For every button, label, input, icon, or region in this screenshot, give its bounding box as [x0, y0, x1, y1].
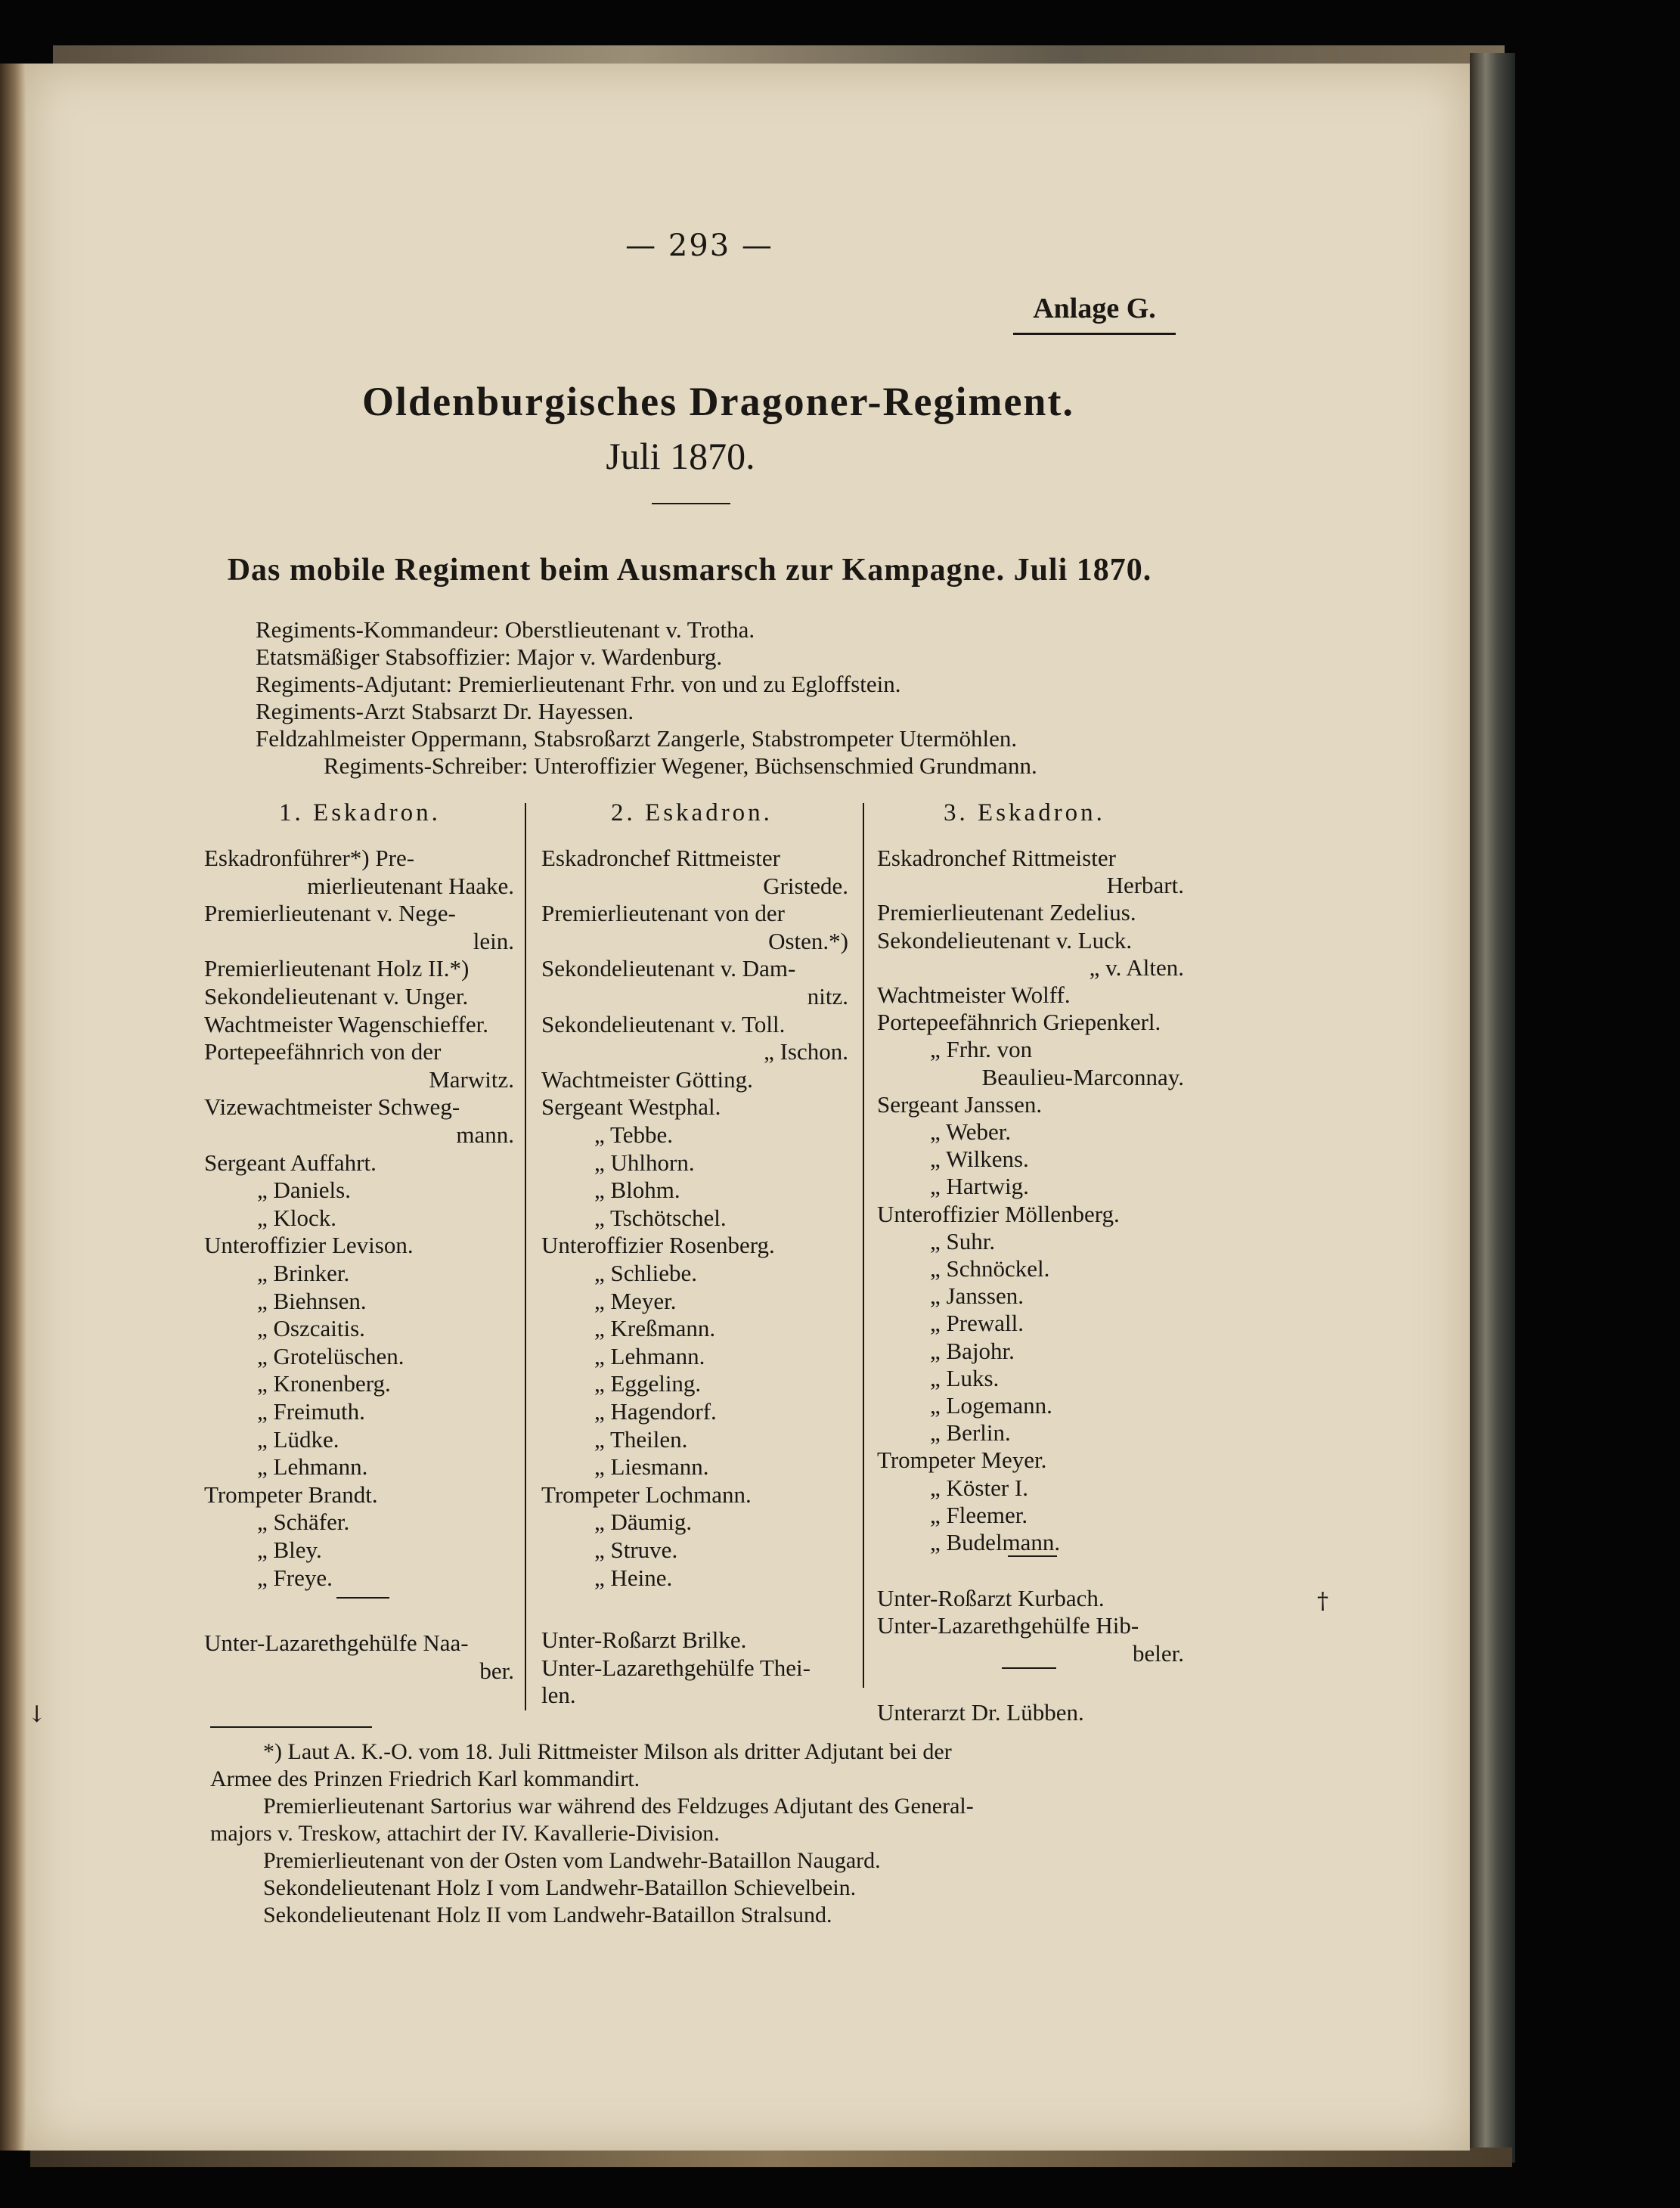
- roster-entry: „ Hagendorf.: [594, 1398, 717, 1425]
- roster-entry: „ Theilen.: [594, 1426, 688, 1453]
- roster-entry: Beaulieu-Marconnay.: [981, 1064, 1184, 1090]
- roster-entry: Sergeant Auffahrt.: [204, 1149, 377, 1176]
- roster-entry: Wachtmeister Wolff.: [877, 982, 1071, 1008]
- title-divider: [652, 503, 730, 504]
- marbled-cover-edge: [1470, 53, 1515, 2163]
- roster-entry: „ Hartwig.: [930, 1173, 1029, 1199]
- roster-entry: „ Blohm.: [594, 1177, 680, 1203]
- roster-entry: Marwitz.: [429, 1066, 514, 1093]
- column-divider: [525, 803, 526, 1710]
- roster-entry: Wachtmeister Götting.: [541, 1066, 753, 1093]
- roster-separator: [336, 1597, 389, 1599]
- roster-entry: „ Daniels.: [257, 1177, 351, 1203]
- roster-entry: „ Bley.: [257, 1537, 322, 1563]
- roster-entry: lein.: [473, 928, 514, 954]
- footnote-line: *) Laut A. K.-O. vom 18. Juli Rittmeister Milson als dritter Adjutant bei der: [263, 1739, 952, 1764]
- roster-entry: „ Tschötschel.: [594, 1205, 727, 1231]
- roster-entry: Sekondelieutenant v. Unger.: [204, 983, 469, 1009]
- roster-entry: len.: [541, 1682, 576, 1708]
- roster-entry: Herbart.: [1106, 872, 1184, 898]
- appendix-label: Anlage G.: [1013, 292, 1176, 335]
- footnote-line: Premierlieutenant von der Osten vom Landwehr-Bataillon Naugard.: [263, 1848, 881, 1873]
- roster-entry: Unter-Lazarethgehülfe Hib-: [877, 1612, 1139, 1639]
- roster-entry: Unteroffizier Rosenberg.: [541, 1232, 775, 1258]
- roster-entry: „ Oszcaitis.: [257, 1315, 365, 1341]
- roster-entry: Unterarzt Dr. Lübben.: [877, 1699, 1084, 1726]
- title-date: Juli 1870.: [606, 435, 755, 477]
- roster-entry: „ Wilkens.: [930, 1146, 1029, 1172]
- roster-entry: „ Lüdke.: [257, 1426, 339, 1453]
- roster-entry: „ Suhr.: [930, 1228, 996, 1254]
- roster-entry: „ Köster I.: [930, 1475, 1028, 1501]
- roster-separator: [1002, 1667, 1056, 1669]
- page-title: Oldenburgisches Dragoner-Regiment.: [362, 379, 1074, 424]
- roster-entry: „ Weber.: [930, 1118, 1012, 1145]
- squadron-2-header: 2. Eskadron.: [611, 799, 773, 826]
- roster-entry: ber.: [479, 1658, 514, 1684]
- roster-entry: „ Luks.: [930, 1365, 1000, 1391]
- roster-entry: „ Freye.: [257, 1565, 333, 1591]
- roster-entry: „ Liesmann.: [594, 1453, 709, 1480]
- roster-entry: Unteroffizier Möllenberg.: [877, 1201, 1120, 1227]
- roster-entry: „ Freimuth.: [257, 1398, 365, 1425]
- page-number: — 293 —: [625, 228, 773, 263]
- roster-entry: „ Schäfer.: [257, 1509, 350, 1535]
- column-divider: [863, 803, 864, 1688]
- roster-entry: Premierlieutenant Zedelius.: [877, 899, 1136, 926]
- staff-line: Regiments-Kommandeur: Oberstlieutenant v. Trotha.: [256, 616, 755, 643]
- roster-entry: Sergeant Janssen.: [877, 1091, 1043, 1118]
- roster-entry: „ Schliebe.: [594, 1260, 698, 1286]
- footnote-line: majors v. Treskow, attachirt der IV. Kavallerie-Division.: [210, 1821, 720, 1846]
- roster-entry: „ Logemann.: [930, 1392, 1052, 1419]
- roster-entry: Portepeefähnrich von der: [204, 1038, 442, 1065]
- roster-entry: „ Prewall.: [930, 1310, 1024, 1336]
- roster-entry: „ Klock.: [257, 1205, 337, 1231]
- footnote-line: Armee des Prinzen Friedrich Karl kommandirt.: [210, 1766, 640, 1791]
- staff-line: Regiments-Arzt Stabsarzt Dr. Hayessen.: [256, 698, 634, 724]
- section-heading: Das mobile Regiment beim Ausmarsch zur Kampagne. Juli 1870.: [227, 553, 1152, 588]
- staff-line: Feldzahlmeister Oppermann, Stabsroßarzt Zangerle, Stabstrompeter Utermöhlen.: [256, 725, 1018, 752]
- roster-entry: Sergeant Westphal.: [541, 1093, 721, 1120]
- roster-entry: Trompeter Meyer.: [877, 1447, 1047, 1473]
- roster-entry: „ Kronenberg.: [257, 1370, 391, 1397]
- roster-entry: Unter-Roßarzt Brilke.: [541, 1627, 747, 1653]
- roster-entry: Gristede.: [763, 873, 848, 899]
- roster-entry: „ Bajohr.: [930, 1338, 1015, 1364]
- roster-entry: „ Kreßmann.: [594, 1315, 716, 1341]
- roster-entry: Sekondelieutenant v. Dam-: [541, 955, 796, 982]
- roster-entry: Premierlieutenant von der: [541, 900, 785, 926]
- squadron-1-header: 1. Eskadron.: [279, 799, 441, 826]
- roster-entry: „ Lehmann.: [594, 1343, 705, 1369]
- margin-mark: †: [1317, 1588, 1328, 1614]
- roster-entry: „ Uhlhorn.: [594, 1149, 695, 1176]
- roster-entry: Vizewachtmeister Schweg-: [204, 1093, 460, 1120]
- roster-entry: „ v. Alten.: [1089, 954, 1184, 981]
- roster-entry: Unter-Roßarzt Kurbach.: [877, 1585, 1105, 1611]
- roster-entry: „ Meyer.: [594, 1288, 677, 1314]
- staff-line: Regiments-Schreiber: Unteroffizier Wegener, Büchsenschmied Grundmann.: [324, 752, 1037, 779]
- roster-entry: Sekondelieutenant v. Toll.: [541, 1011, 786, 1037]
- roster-entry: Trompeter Brandt.: [204, 1481, 378, 1508]
- roster-entry: Wachtmeister Wagenschieffer.: [204, 1011, 489, 1037]
- roster-entry: „ Brinker.: [257, 1260, 350, 1286]
- roster-entry: mierlieutenant Haake.: [307, 873, 514, 899]
- roster-entry: nitz.: [807, 983, 848, 1009]
- footnote-rule: [210, 1726, 372, 1728]
- roster-entry: „ Berlin.: [930, 1419, 1011, 1446]
- roster-separator: [1008, 1555, 1057, 1557]
- footnote-line: Sekondelieutenant Holz I vom Landwehr-Bataillon Schievelbein.: [263, 1875, 857, 1900]
- book-gutter: [0, 64, 26, 2151]
- roster-entry: Trompeter Lochmann.: [541, 1481, 752, 1508]
- staff-line: Etatsmäßiger Stabsoffizier: Major v. Wardenburg.: [256, 643, 723, 670]
- roster-entry: „ Ischon.: [764, 1038, 848, 1065]
- roster-entry: „ Tebbe.: [594, 1121, 673, 1148]
- staff-line: Regiments-Adjutant: Premierlieutenant Frhr. von und zu Egloffstein.: [256, 671, 901, 697]
- roster-entry: „ Janssen.: [930, 1282, 1024, 1309]
- roster-entry: Unteroffizier Levison.: [204, 1232, 414, 1258]
- roster-entry: Eskadronchef Rittmeister: [877, 845, 1116, 871]
- roster-entry: „ Däumig.: [594, 1509, 693, 1535]
- roster-entry: Premierlieutenant Holz II.*): [204, 955, 470, 982]
- roster-entry: „ Biehnsen.: [257, 1288, 367, 1314]
- margin-mark: ↓: [27, 1701, 47, 1728]
- roster-entry: „ Lehmann.: [257, 1453, 368, 1480]
- roster-entry: mann.: [456, 1121, 514, 1148]
- footnote-line: Sekondelieutenant Holz II vom Landwehr-Bataillon Stralsund.: [263, 1903, 832, 1927]
- roster-entry: „ Frhr. von: [930, 1036, 1033, 1062]
- roster-entry: Premierlieutenant v. Nege-: [204, 900, 456, 926]
- roster-entry: Sekondelieutenant v. Luck.: [877, 927, 1133, 954]
- roster-entry: Unter-Lazarethgehülfe Naa-: [204, 1630, 469, 1656]
- roster-entry: „ Eggeling.: [594, 1370, 702, 1397]
- roster-entry: Portepeefähnrich Griepenkerl.: [877, 1009, 1161, 1035]
- roster-entry: „ Schnöckel.: [930, 1255, 1050, 1282]
- footnote-line: Premierlieutenant Sartorius war während des Feldzuges Adjutant des General-: [263, 1794, 974, 1819]
- squadron-3-header: 3. Eskadron.: [944, 799, 1105, 826]
- roster-entry: „ Budelmann.: [930, 1529, 1061, 1555]
- roster-entry: „ Grotelüschen.: [257, 1343, 405, 1369]
- roster-entry: Eskadronchef Rittmeister: [541, 845, 780, 871]
- roster-entry: „ Heine.: [594, 1565, 673, 1591]
- roster-entry: Osten.*): [768, 928, 848, 954]
- roster-entry: „ Fleemer.: [930, 1502, 1028, 1528]
- roster-entry: Eskadronführer*) Pre-: [204, 845, 415, 871]
- roster-entry: „ Struve.: [594, 1537, 678, 1563]
- roster-entry: Unter-Lazarethgehülfe Thei-: [541, 1654, 811, 1681]
- roster-entry: beler.: [1133, 1640, 1184, 1667]
